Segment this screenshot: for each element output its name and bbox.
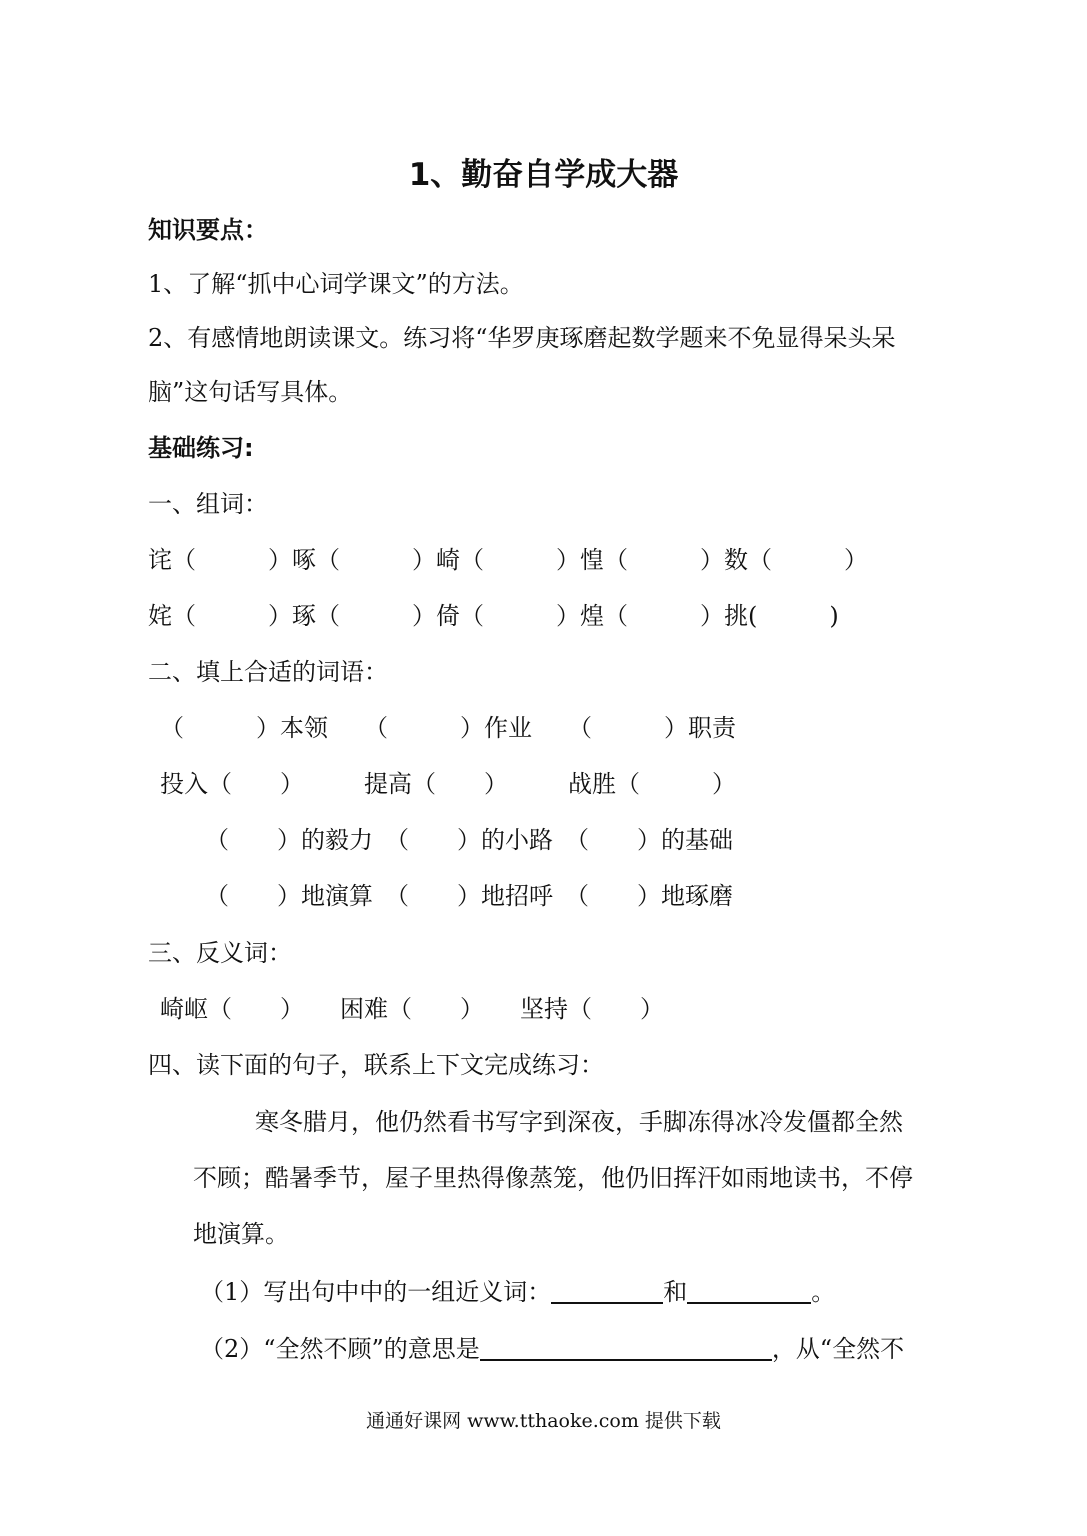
q2-row-1: （ ）本领 （ ）作业 （ ）职责 bbox=[160, 714, 736, 742]
q1-row-2: 姹（ ）琢（ ）倚（ ）煌（ ）挑( ) bbox=[148, 602, 839, 630]
sub1-connector: 和 bbox=[663, 1278, 688, 1306]
q1-row-1: 诧（ ）啄（ ）崎（ ）惶（ ）数（ ） bbox=[148, 546, 868, 574]
page-footer: 通通好课网 www.tthaoke.com 提供下载 bbox=[366, 1410, 721, 1432]
synonym-blank-1[interactable] bbox=[551, 1278, 663, 1304]
knowledge-item-2: 2、有感情地朗读课文。练习将“华罗庚琢磨起数学题来不免显得呆头呆 bbox=[148, 324, 896, 352]
sub1-prefix: （1）写出句中中的一组近义词： bbox=[200, 1278, 552, 1306]
q4-sub-question-1 bbox=[200, 1276, 835, 1308]
sub1-end: 。 bbox=[811, 1278, 836, 1306]
q1-heading: 一、组词： bbox=[148, 490, 268, 518]
q4-passage-line-2: 不顾；酷暑季节，屋子里热得像蒸笼，他仍旧挥汗如雨地读书，不停 bbox=[193, 1164, 913, 1192]
knowledge-heading: 知识要点： bbox=[148, 216, 268, 244]
q4-heading: 四、读下面的句子，联系上下文完成练习： bbox=[148, 1051, 604, 1079]
q4-passage-line-1: 寒冬腊月，他仍然看书写字到深夜，手脚冻得冰冷发僵都全然 bbox=[255, 1108, 903, 1136]
q2-row-2: 投入（ ） 提高（ ） 战胜（ ） bbox=[160, 770, 736, 798]
meaning-blank[interactable] bbox=[480, 1335, 772, 1361]
q2-row-3: （ ）的毅力 （ ）的小路 （ ）的基础 bbox=[205, 826, 733, 854]
sub2-prefix: （2）“全然不顾”的意思是 bbox=[200, 1335, 480, 1363]
knowledge-item-1: 1、了解“抓中心词学课文”的方法。 bbox=[148, 270, 524, 298]
q4-sub-question-2 bbox=[200, 1333, 904, 1365]
basic-heading: 基础练习: bbox=[148, 434, 254, 462]
q4-passage-line-3: 地演算。 bbox=[193, 1220, 289, 1248]
q2-heading: 二、填上合适的词语： bbox=[148, 658, 388, 686]
q2-row-4: （ ）地演算 （ ）地招呼 （ ）地琢磨 bbox=[205, 882, 733, 910]
knowledge-item-2-cont: 脑”这句话写具体。 bbox=[148, 378, 353, 406]
synonym-blank-2[interactable] bbox=[687, 1278, 811, 1304]
sub2-end: ，从“全然不 bbox=[771, 1335, 905, 1363]
q3-heading: 三、反义词： bbox=[148, 939, 292, 967]
page-title: 1、勤奋自学成大器 bbox=[408, 157, 679, 193]
q3-row-1: 崎岖（ ） 困难（ ） 坚持（ ） bbox=[160, 995, 664, 1023]
